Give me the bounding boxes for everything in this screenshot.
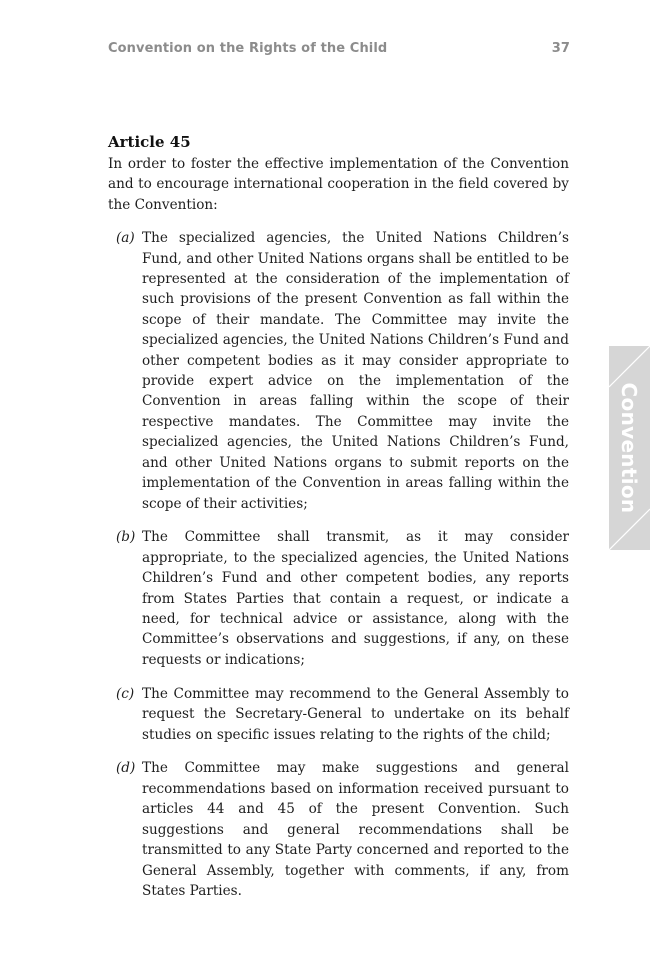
article-title: Article 45	[108, 133, 191, 151]
list-item-label: (c)	[116, 685, 135, 702]
article-intro: In order to foster the effective implementation of the Convention and to encourage international cooperation in the field covered by the Convention:	[108, 156, 569, 213]
list-item-label: (a)	[116, 230, 135, 247]
list-item	[108, 527, 569, 670]
running-header	[108, 41, 570, 56]
list-item-label: (b)	[116, 529, 136, 546]
list-item	[108, 758, 569, 901]
running-header-title: Convention on the Rights of the Child	[108, 41, 388, 56]
list-item-text: The specialized agencies, the United Nations Children’s Fund, and other United Nations organs shall be entitled to be represented at the consideration of the implementation of such provisions of the present Convention as fall within the scope of their mandate. The Committee may invite the specialized agencies, the United Nations Children’s Fund and other competent bodies as it may consider appropriate to provide expert advice on the implementation of the Convention in areas falling within the scope of their respective mandates. The Committee may invite the specialized agencies, the United Nations Children’s Fund, and other United Nations organs to submit reports on the implementation of the Convention in areas falling within the scope of their activities;	[142, 230, 569, 512]
section-side-tab	[609, 346, 650, 550]
list-item	[108, 684, 569, 745]
list-item-label: (d)	[116, 760, 136, 777]
list-item-text: The Committee may recommend to the General Assembly to request the Secretary-General to undertake on its behalf studies on specific issues relating to the rights of the child;	[142, 685, 569, 743]
list-item-text: The Committee may make suggestions and general recommendations based on information received pursuant to articles 44 and 45 of the present Convention. Such suggestions and general recommendations shall be transmitted to any State Party concerned and reported to the General Assembly, together with comments, if any, from States Parties.	[142, 760, 569, 899]
page-number: 37	[551, 41, 570, 56]
article-body	[108, 132, 569, 915]
list-item	[108, 228, 569, 514]
side-tab-label: Convention	[617, 382, 641, 514]
list-item-text: The Committee shall transmit, as it may consider appropriate, to the specialized agencies, the United Nations Children’s Fund and other competent bodies, any reports from States Parties that contain a request, or indicate a need, for technical advice or assistance, along with the Committee’s observations and suggestions, if any, on these requests or indications;	[142, 529, 569, 668]
